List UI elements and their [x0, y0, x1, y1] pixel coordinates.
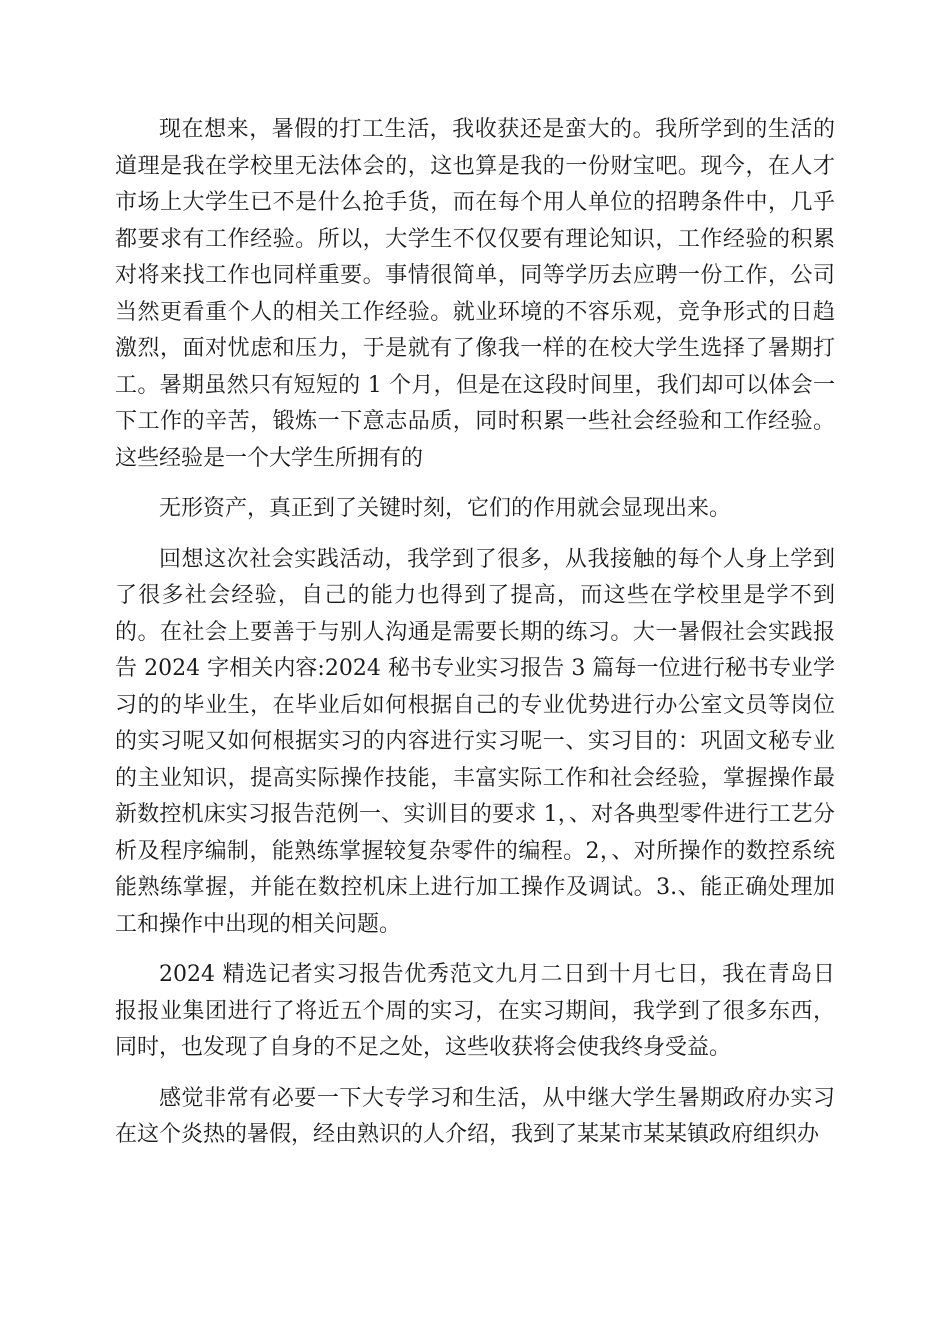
paragraph-5: 感觉非常有必要一下大专学习和生活，从中继大学生暑期政府办实习在这个炎热的暑假，经由熟识的人介绍，我到了某某市某某镇政府组织办: [115, 1085, 835, 1147]
paragraph-4: 2024 精选记者实习报告优秀范文九月二日到十月七日，我在青岛日报报业集团进行了将近五个周的实习，在实习期间，我学到了很多东西，同时，也发现了自身的不足之处，这些收获将会使我终身受益。: [115, 962, 835, 1060]
document-body: [115, 112, 835, 1168]
paragraph-1: 现在想来，暑假的打工生活，我收获还是蛮大的。我所学到的生活的道理是我在学校里无法体会的，这也算是我的一份财宝吧。现今，在人才市场上大学生已不是什么抢手货，而在每个用人单位的招聘条件中，几乎都要求有工作经验。所以，大学生不仅仅要有理论知识，工作经验的积累对将来找工作也同样重要。事情很简单，同等学历去应聘一份工作，公司当然更看重个人的相关工作经验。就业环境的不容乐观，竞争形式的日趋激烈，面对忧虑和压力，于是就有了像我一样的在校大学生选择了暑期打工。暑期虽然只有短短的 1 个月，但是在这段时间里，我们却可以体会一下工作的辛苦，锻炼一下意志品质，同时积累一些社会经验和工作经验。这些经验是一个大学生所拥有的: [115, 117, 835, 471]
paragraph-3: 回想这次社会实践活动，我学到了很多，从我接触的每个人身上学到了很多社会经验，自己的能力也得到了提高，而这些在学校里是学不到的。在社会上要善于与别人沟通是需要长期的练习。大一暑假社会实践报告 2024 字相关内容:2024 秘书专业实习报告 3 篇每一位进行秘书专业学习的的毕业生，在毕业后如何根据自己的专业优势进行办公室文员等岗位的实习呢又如何根据实习的内容进行实习呢一、实习目的：巩固文秘专业的主业知识，提高实际操作技能，丰富实际工作和社会经验，掌握操作最新数控机床实习报告范例一、实训目的要求 1，、对各典型零件进行工艺分析及程序编制，能熟练掌握较复杂零件的编程。2，、对所操作的数控系统能熟练掌握，并能在数控机床上进行加工操作及调试。3.、能正确处理加工和操作中出现的相关问题。: [115, 546, 835, 937]
paragraph-2: 无形资产，真正到了关键时刻，它们的作用就会显现出来。: [159, 496, 732, 521]
